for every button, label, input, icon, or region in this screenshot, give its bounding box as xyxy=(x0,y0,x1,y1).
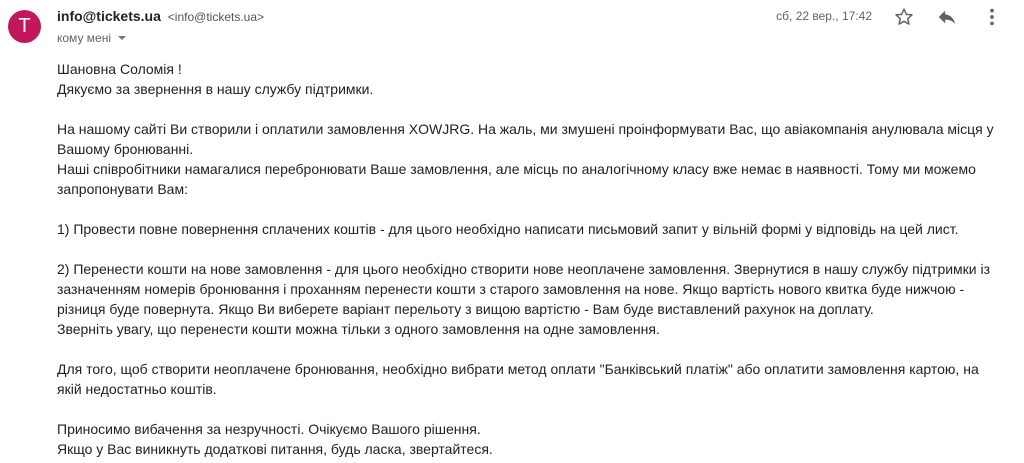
closing-line: Приносимо вибачення за незручності. Очікуємо Вашого рішення. xyxy=(57,421,481,437)
option-2-line: Зверніть увагу, що перенести кошти можна тільки з одного замовлення на одне замовлення. xyxy=(57,321,660,337)
reply-icon[interactable] xyxy=(936,6,958,28)
paragraph-line: запропонувати Вам: xyxy=(57,181,188,197)
paragraph-line: Наші співробітники намагалися перебронювати Ваше замовлення, але місць по аналогічному класу вже немає в наявності. Тому ми можемо xyxy=(57,161,976,177)
message-date: сб, 22 вер., 17:42 xyxy=(776,9,872,23)
spacer xyxy=(57,339,997,359)
recipient-details-toggle[interactable] xyxy=(57,31,126,45)
option-1: 1) Провести повне повернення сплачених коштів - для цього необхідно написати письмовий запит у вільній формі у відповідь на цей лист. xyxy=(57,221,959,237)
sender-name[interactable]: info@tickets.ua xyxy=(57,8,161,24)
option-2-line: зазначенням номерів бронювання і проханням перенести кошти з старого замовлення на нове. Якщо вартість нового квитка буде нижчою - xyxy=(57,281,965,297)
sender-line xyxy=(57,8,264,24)
option-2-line: різниця буде повернута. Якщо Ви виберете варіант перельоту з вищою вартістю - Вам буде виставлений рахунок на доплату. xyxy=(57,301,874,317)
sender-avatar[interactable]: T xyxy=(8,10,41,43)
greeting: Шановна Соломія ! xyxy=(57,61,182,77)
paragraph-line: На нашому сайті Ви створили і оплатили замовлення XOWJRG. На жаль, ми змушені проінформувати Вас, що авіакомпанія анулювала місця у xyxy=(57,121,994,137)
option-2-line: 2) Перенести кошти на нове замовлення - для цього необхідно створити нове неоплачене замовлення. Звернутися в нашу службу підтримки із xyxy=(57,261,991,277)
star-icon[interactable] xyxy=(893,6,915,28)
recipient-label: кому мені xyxy=(57,31,111,45)
spacer xyxy=(57,239,997,259)
spacer xyxy=(57,399,997,419)
message-body xyxy=(57,59,997,459)
closing-line: Якщо у Вас виникнуть додаткові питання, будь ласка, звертайтеся. xyxy=(57,441,493,457)
more-vert-icon[interactable] xyxy=(981,6,1003,28)
thanks-line: Дякуємо за звернення в нашу службу підтримки. xyxy=(57,81,374,97)
message-header xyxy=(0,0,1024,50)
paragraph-line: Для того, щоб створити неоплачене бронювання, необхідно вибрати метод оплати "Банківський платіж" або оплатити замовлення картою, на xyxy=(57,361,979,377)
spacer xyxy=(57,199,997,219)
paragraph-line: Вашому бронюванні. xyxy=(57,141,194,157)
caret-down-icon[interactable] xyxy=(118,36,126,40)
spacer xyxy=(57,99,997,119)
paragraph-line: якій недостатньо коштів. xyxy=(57,381,217,397)
sender-email: <info@tickets.ua> xyxy=(167,10,265,24)
